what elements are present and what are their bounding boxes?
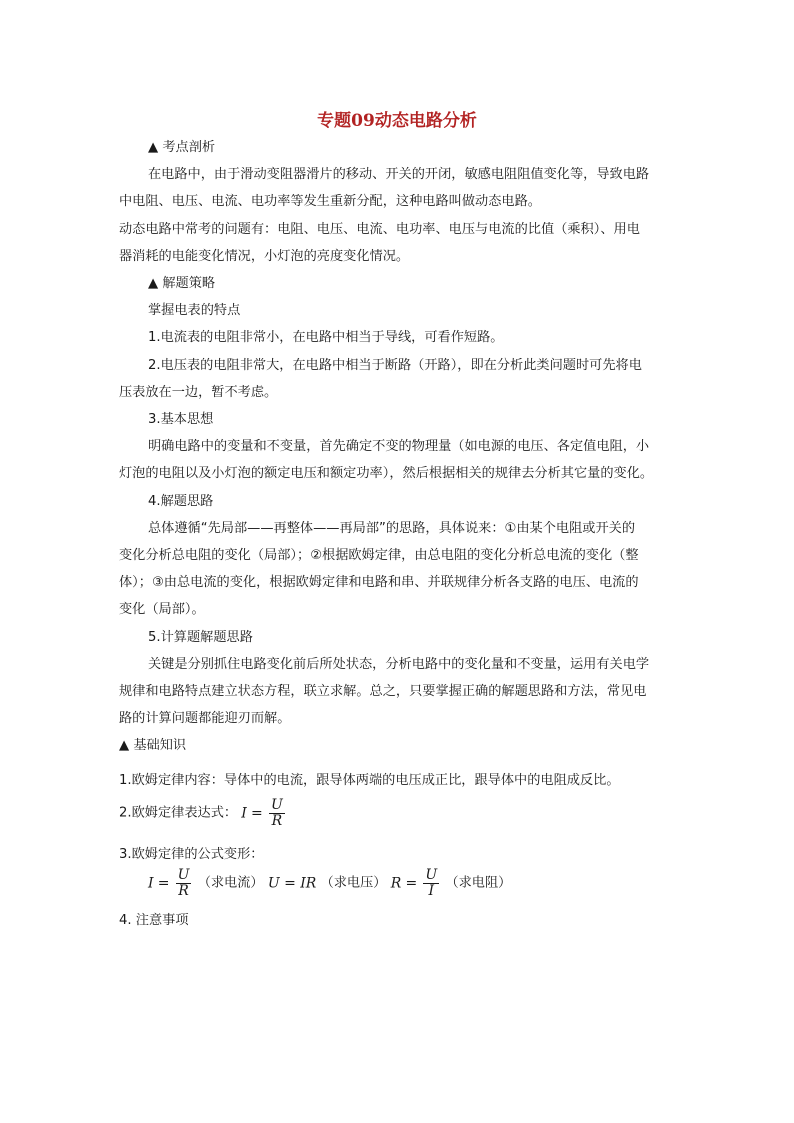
fraction-u-over-i: [423, 868, 439, 899]
paragraph-line: 规律和电路特点建立状态方程，联立求解。总之，只要掌握正确的解题思路和方法，常见电: [119, 684, 647, 699]
formula-note: （求电压）: [320, 875, 387, 891]
sub-heading: 掌握电表的特点: [148, 303, 241, 318]
paragraph-line: 变化分析总电阻的变化（局部）；②根据欧姆定律，由总电阻的变化分析总电流的变化（整: [119, 548, 639, 563]
formula-symbol: I: [148, 875, 154, 892]
paragraph-line: 灯泡的电阻以及小灯泡的额定电压和额定功率），然后根据相关的规律去分析其它量的变化。: [119, 466, 654, 481]
paragraph-line: 总体遵循“先局部——再整体——再局部”的思路，具体说来：①由某个电阻或开关的: [148, 521, 636, 536]
formula-note: （求电流）: [197, 875, 264, 891]
numerator: U: [270, 797, 283, 813]
formula-symbol: =: [251, 805, 263, 822]
denominator: I: [423, 883, 439, 899]
numerator: U: [177, 867, 190, 883]
formula-u-ir: U = IR: [267, 875, 317, 892]
list-item: 1.欧姆定律内容：导体中的电流，跟导体两端的电压成正比，跟导体中的电阻成反比。: [119, 773, 620, 788]
list-item: 4. 注意事项: [119, 913, 189, 928]
formula-symbol: =: [157, 875, 170, 892]
expression-label: 2.欧姆定律表达式：: [119, 805, 238, 821]
section-heading-analysis: ▲ 考点剖析: [148, 140, 216, 155]
fraction-u-over-r: [269, 798, 285, 829]
paragraph-line: 明确电路中的变量和不变量，首先确定不变的物理量（如电源的电压、各定值电阻，小: [148, 439, 650, 454]
section-heading-basics: ▲ 基础知识: [119, 738, 187, 753]
denominator: R: [269, 813, 285, 829]
list-item: 1.电流表的电阻非常小，在电路中相当于导线，可看作短路。: [148, 330, 504, 345]
fraction-u-over-r: [176, 868, 192, 899]
numerator: U: [425, 867, 438, 883]
ohms-law-expression: [119, 798, 287, 838]
paragraph-line: 动态电路中常考的问题有：电阻、电压、电流、电功率、电压与电流的比值（乘积）、用电: [119, 222, 640, 237]
page-title: 专题09动态电路分析: [317, 111, 477, 131]
list-item: 5.计算题解题思路: [148, 630, 253, 645]
paragraph-line: 器消耗的电能变化情况，小灯泡的亮度变化情况。: [119, 249, 410, 264]
paragraph-line: 在电路中，由于滑动变阻器滑片的移动、开关的开闭，敏感电阻阻值变化等，导致电路: [148, 167, 650, 182]
section-heading-strategy: ▲ 解题策略: [148, 276, 216, 291]
denominator: R: [176, 883, 192, 899]
formula-note: （求电阻）: [445, 875, 512, 891]
list-item: 3.欧姆定律的公式变形：: [119, 847, 264, 862]
paragraph-line: 体）；③由总电流的变化，根据欧姆定律和电路和串、并联规律分析各支路的电压、电流的: [119, 575, 639, 590]
formula-symbol: I: [241, 805, 247, 822]
paragraph-line: 路的计算问题都能迎刃而解。: [119, 711, 291, 726]
list-item: 3.基本思想: [148, 412, 214, 427]
list-item: 2.电压表的电阻非常大，在电路中相当于断路（开路），即在分析此类问题时可先将电: [148, 358, 642, 373]
formula-symbol: =: [405, 875, 418, 892]
list-item: 4.解题思路: [148, 494, 214, 509]
paragraph-line: 中电阻、电压、电流、电功率等发生重新分配，这种电路叫做动态电路。: [119, 194, 541, 209]
list-item-continued: 压表放在一边，暂不考虑。: [119, 385, 278, 400]
formula-symbol: R: [390, 875, 402, 892]
formula-variations: [148, 868, 511, 908]
paragraph-line: 关键是分别抓住电路变化前后所处状态，分析电路中的变化量和不变量，运用有关电学: [148, 657, 650, 672]
paragraph-line: 变化（局部）。: [119, 602, 205, 617]
